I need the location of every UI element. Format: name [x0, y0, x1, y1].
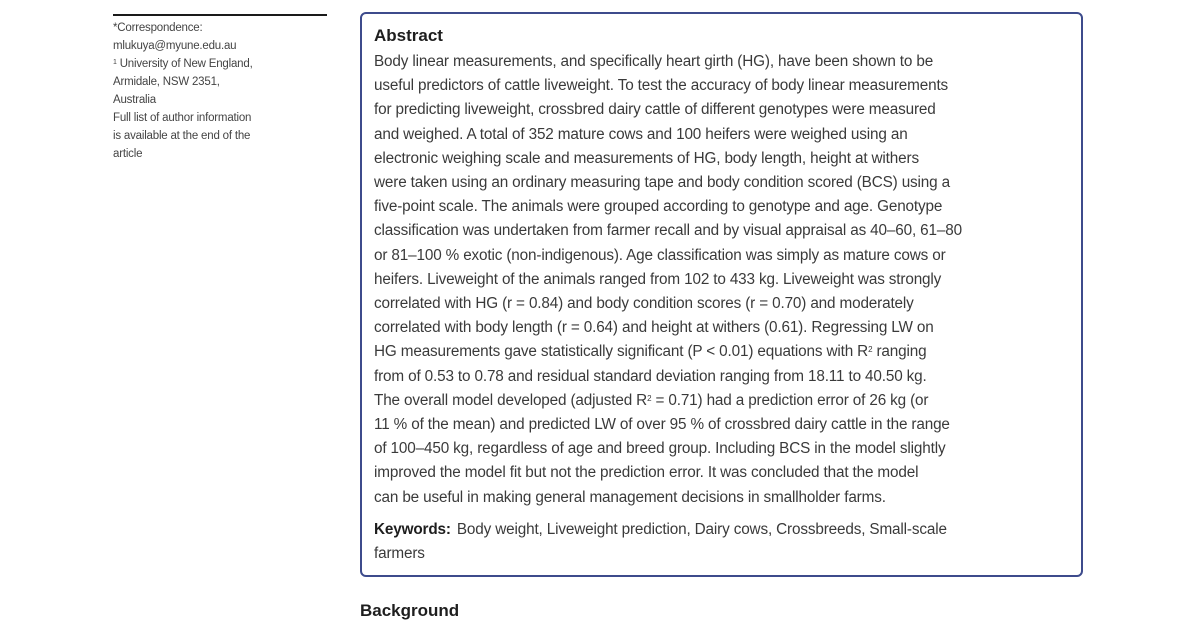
- sidebar-divider: [113, 14, 327, 16]
- keywords-list: Body weight, Liveweight prediction, Dairy cows, Crossbreeds, Small-scale: [456, 520, 947, 538]
- affiliation-city: Armidale, NSW 2351,: [113, 76, 220, 88]
- keywords-line: [374, 518, 1069, 542]
- correspondence-notes: [113, 19, 313, 163]
- abstract-line: correlated with body length (r = 0.64) and height at withers (0.61). Regressing LW on: [374, 319, 934, 337]
- author-info-note: is available at the end of the: [113, 130, 251, 142]
- affiliation-line: $^1$ University of New England,: [113, 58, 253, 70]
- abstract-line: 11 % of the mean) and predicted LW of over 95 % of crossbred dairy cattle in the range: [374, 416, 950, 434]
- abstract-line: improved the model fit but not the prediction error. It was concluded that the model: [374, 464, 919, 482]
- abstract-line: can be useful in making general management decisions in smallholder farms.: [374, 488, 886, 506]
- abstract-line: of 100–450 kg, regardless of age and breed group. Including BCS in the model slightly: [374, 440, 946, 458]
- affiliation-country: Australia: [113, 94, 156, 106]
- abstract-line: classification was undertaken from farmer recall and by visual appraisal as 40–60, 61–80: [374, 222, 962, 240]
- keywords-label: Keywords:: [374, 520, 451, 538]
- abstract-title: Abstract: [374, 26, 443, 45]
- abstract-line: Body linear measurements, and specifically heart girth (HG), have been shown to be: [374, 53, 934, 70]
- keywords-line: farmers: [374, 544, 425, 562]
- abstract-line: from of 0.53 to 0.78 and residual standard deviation ranging from 18.11 to 40.50 kg.: [374, 367, 927, 385]
- author-info-note: article: [113, 148, 143, 160]
- abstract-line: or 81–100 % exotic (non-indigenous). Age classification was simply as mature cows or: [374, 246, 946, 264]
- correspondence-label: *Correspondence:: [113, 22, 203, 34]
- keywords: [374, 518, 1069, 566]
- abstract-line: The overall model developed (adjusted $R^2 = 0.71$) had a prediction error of 26 kg (or: [374, 391, 929, 409]
- section-heading-background: Background: [360, 601, 460, 620]
- abstract-line: five-point scale. The animals were grouped according to genotype and age. Genotype: [374, 198, 943, 216]
- abstract-line: heifers. Liveweight of the animals ranged from 102 to 433 kg. Liveweight was strongly: [374, 270, 942, 288]
- abstract-body: [374, 50, 1069, 510]
- abstract-line: HG measurements gave statistically significant (P < 0.01) equations with $R^2$ ranging: [374, 343, 927, 361]
- abstract-line: electronic weighing scale and measurements of HG, body length, height at withers: [374, 149, 919, 167]
- abstract-line: for predicting liveweight, crossbred dairy cattle of different genotypes were measured: [374, 101, 936, 119]
- abstract-line: correlated with HG (r = 0.84) and body condition scores (r = 0.70) and moderately: [374, 295, 914, 313]
- abstract-line: useful predictors of cattle liveweight. To test the accuracy of body linear measurements: [374, 77, 949, 95]
- author-info-note: Full list of author information: [113, 112, 252, 124]
- affiliation-marker: 1: [113, 59, 117, 66]
- abstract-line: and weighed. A total of 352 mature cows and 100 heifers were weighed using an: [374, 125, 908, 143]
- correspondence-email[interactable]: mlukuya@myune.edu.au: [113, 40, 237, 52]
- abstract-box: [360, 12, 1083, 577]
- abstract-line: were taken using an ordinary measuring tape and body condition scored (BCS) using a: [374, 174, 950, 192]
